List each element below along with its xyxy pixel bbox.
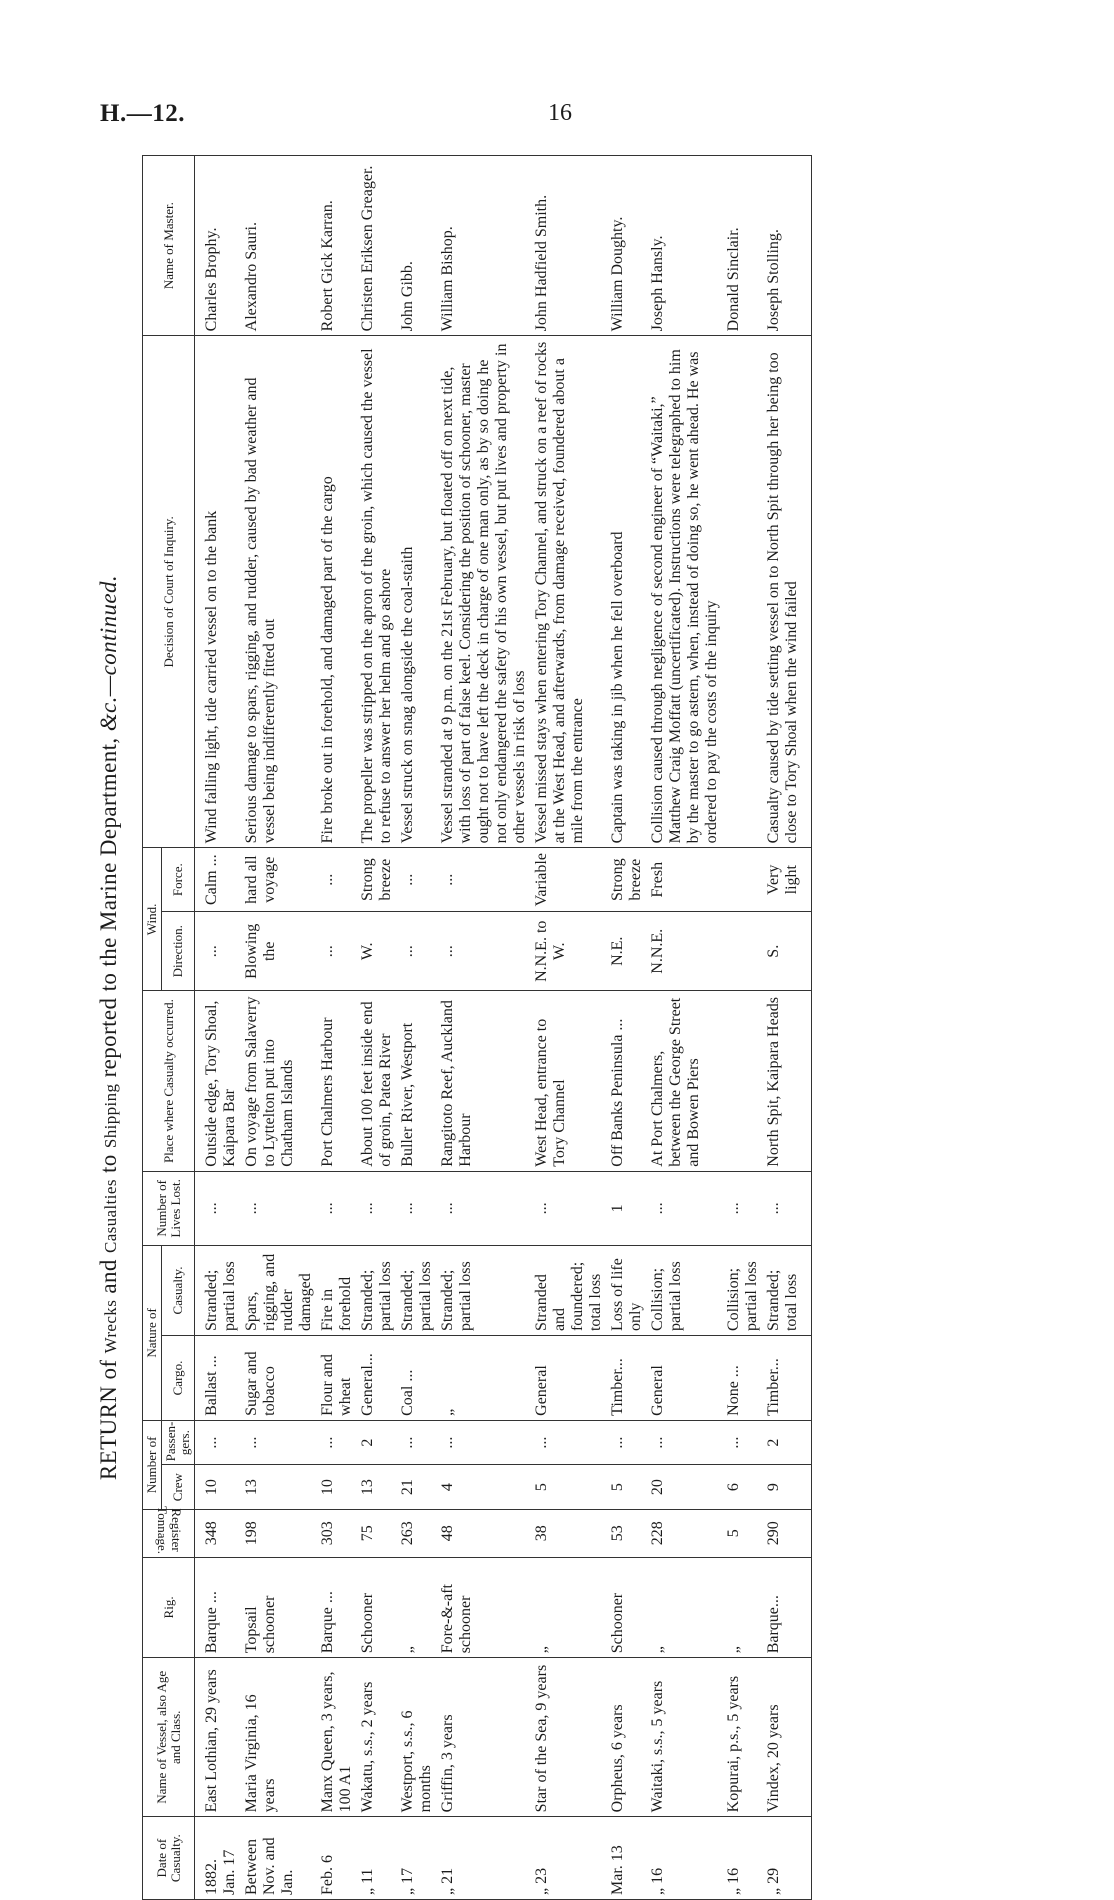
cell-casualty: Stranded; partial loss	[397, 1245, 437, 1335]
cell-date	[241, 1817, 317, 1900]
cell-force: Variable	[531, 848, 607, 912]
cell-passengers: ...	[437, 1420, 531, 1465]
cell-decision	[723, 336, 763, 848]
cell-rig: Fore-&-aft schooner	[437, 1557, 531, 1658]
table-row	[397, 156, 437, 1900]
cell-place: Port Chalmers Harbour	[317, 991, 357, 1171]
cell-lives-lost: ...	[357, 1171, 397, 1245]
cell-date-value: „ 29	[765, 1867, 782, 1895]
cell-date	[317, 1817, 357, 1900]
table-row	[531, 156, 607, 1900]
cell-master: William Bishop.	[437, 156, 531, 336]
cell-cargo: General	[531, 1336, 607, 1421]
cell-tonnage: 75	[357, 1509, 397, 1557]
cell-force: Calm ...	[195, 848, 242, 912]
cell-lives-lost: ...	[647, 1171, 723, 1245]
cell-rig: „	[397, 1557, 437, 1658]
cell-vessel: Kopurai, p.s., 5 years	[723, 1658, 763, 1817]
cell-casualty: Loss of life only	[607, 1245, 647, 1335]
cell-vessel: Wakatu, s.s., 2 years	[357, 1658, 397, 1817]
cell-date	[763, 1817, 812, 1900]
cell-date	[357, 1817, 397, 1900]
cell-vessel: Maria Virginia, 16 years	[241, 1658, 317, 1817]
cell-vessel: Manx Queen, 3 years, 100 A1	[317, 1658, 357, 1817]
cell-passengers: ...	[195, 1420, 242, 1465]
cell-direction: N.E.	[607, 912, 647, 992]
cell-crew: 5	[531, 1465, 607, 1510]
cell-casualty: Collision; partial loss	[647, 1245, 723, 1335]
cell-crew: 5	[607, 1465, 647, 1510]
cell-tonnage: 263	[397, 1509, 437, 1557]
cell-crew: 13	[241, 1465, 317, 1510]
header-crew: Crew	[162, 1465, 195, 1510]
header-tonnage-text: Register Tonnage.	[154, 1505, 184, 1554]
cell-master: Donald Sinclair.	[723, 156, 763, 336]
header-tonnage	[143, 1505, 195, 1557]
table-title	[96, 155, 122, 1900]
table-row	[357, 156, 397, 1900]
cell-force: Very light	[763, 848, 812, 912]
cell-lives-lost: 1	[607, 1171, 647, 1245]
cell-decision: Collision caused through negligence of second engineer of “Waitaki,” Matthew Craig Moffatt (uncertificated). Instructions were telegraphed to him by the master to go astern, when, instead of doing so, he went ahead. He was ordered to pay the costs of the inquiry	[647, 336, 723, 848]
cell-passengers: ...	[607, 1420, 647, 1465]
cell-vessel: Vindex, 20 years	[763, 1658, 812, 1817]
cell-cargo: None ...	[723, 1336, 763, 1421]
cell-force	[723, 848, 763, 912]
cell-date	[647, 1817, 723, 1900]
cell-force: Fresh	[647, 848, 723, 912]
cell-cargo: Timber...	[607, 1336, 647, 1421]
cell-vessel: Star of the Sea, 9 years	[531, 1658, 607, 1817]
cell-passengers: ...	[531, 1420, 607, 1465]
header-place: Place where Casualty occurred.	[143, 991, 195, 1171]
cell-crew: 4	[437, 1465, 531, 1510]
cell-rig: Barque ...	[317, 1557, 357, 1658]
cell-place: On voyage from Salaverry to Lyttelton put into Chatham Islands	[241, 991, 317, 1171]
cell-lives-lost: ...	[241, 1171, 317, 1245]
cell-tonnage: 5	[723, 1509, 763, 1557]
header-force: Force.	[162, 848, 195, 912]
cell-crew: 10	[317, 1465, 357, 1510]
page-number: 16	[548, 100, 572, 126]
cell-rig: „	[647, 1557, 723, 1658]
header-rig: Rig.	[143, 1557, 195, 1658]
cell-tonnage: 38	[531, 1509, 607, 1557]
cell-place: Rangitoto Reef, Auckland Harbour	[437, 991, 531, 1171]
cell-direction	[723, 912, 763, 992]
cell-tonnage: 53	[607, 1509, 647, 1557]
cell-lives-lost: ...	[437, 1171, 531, 1245]
cell-casualty: Stranded; partial loss	[437, 1245, 531, 1335]
cell-casualty: Stranded; total loss	[763, 1245, 812, 1335]
cell-casualty: Stranded; partial loss	[357, 1245, 397, 1335]
header-cargo: Cargo.	[162, 1336, 195, 1421]
cell-passengers: ...	[317, 1420, 357, 1465]
table-row	[195, 156, 242, 1900]
cell-master: Joseph Stolling.	[763, 156, 812, 336]
cell-tonnage: 48	[437, 1509, 531, 1557]
cell-cargo: Coal ...	[397, 1336, 437, 1421]
cell-force: ...	[317, 848, 357, 912]
cell-date	[723, 1817, 763, 1900]
cell-lives-lost: ...	[397, 1171, 437, 1245]
cell-decision: Vessel missed stays when entering Tory Channel, and struck on a reef of rocks at the West Head, and afterwards, from damage received, foundered about a mile from the entrance	[531, 336, 607, 848]
cell-date-value: „ 16	[725, 1867, 742, 1895]
cell-cargo: „	[437, 1336, 531, 1421]
cell-cargo: Timber...	[763, 1336, 812, 1421]
cell-master: John Hadfield Smith.	[531, 156, 607, 336]
cell-date-value: „ 21	[439, 1867, 456, 1895]
header-vessel: Name of Vessel, also Age and Class.	[143, 1658, 195, 1817]
cell-rig: Topsail schooner	[241, 1557, 317, 1658]
cell-date-value: Feb. 6	[319, 1855, 336, 1895]
cell-date	[437, 1817, 531, 1900]
cell-force: Strong breeze	[607, 848, 647, 912]
cell-rig: Schooner	[357, 1557, 397, 1658]
cell-cargo: General	[647, 1336, 723, 1421]
cell-direction: W.	[357, 912, 397, 992]
cell-tonnage: 198	[241, 1509, 317, 1557]
rotated-table-region	[90, 155, 1100, 1900]
table-body	[195, 156, 812, 1900]
cell-place	[723, 991, 763, 1171]
title-part-4: reported to the Marine Department,	[96, 731, 121, 1084]
cell-rig: Barque...	[763, 1557, 812, 1658]
header-date: Date of Casualty.	[143, 1817, 195, 1900]
cell-decision: Captain was taking in jib when he fell overboard	[607, 336, 647, 848]
cell-direction: N.N.E. to W.	[531, 912, 607, 992]
cell-decision: Wind falling light, tide carried vessel on to the bank	[195, 336, 242, 848]
cell-master: Joseph Hansly.	[647, 156, 723, 336]
cell-tonnage: 303	[317, 1509, 357, 1557]
header-lives-lost: Number of Lives Lost.	[143, 1171, 195, 1245]
cell-place: West Head, entrance to Tory Channel	[531, 991, 607, 1171]
cell-master: Alexandro Sauri.	[241, 156, 317, 336]
cell-master: John Gibb.	[397, 156, 437, 336]
header-casualty: Casualty.	[162, 1245, 195, 1335]
cell-force: ...	[397, 848, 437, 912]
cell-lives-lost: ...	[763, 1171, 812, 1245]
cell-decision: Vessel struck on snag alongside the coal-staith	[397, 336, 437, 848]
cell-passengers: ...	[723, 1420, 763, 1465]
cell-vessel: Waitaki, s.s., 5 years	[647, 1658, 723, 1817]
title-part-3: to	[96, 1148, 121, 1180]
header-wind: Wind.	[143, 848, 162, 991]
cell-passengers: ...	[397, 1420, 437, 1465]
cell-passengers: ...	[647, 1420, 723, 1465]
cell-decision: Vessel stranded at 9 p.m. on the 21st February, but floated off on next tide, with loss of part of false keel. Considering the position of schooner, master ought not to have left the deck in charge of one man only, as by so doing he not only endangered the safety of his own vessel, but put lives and property in other vessels in risk of loss	[437, 336, 531, 848]
cell-lives-lost: ...	[531, 1171, 607, 1245]
cell-master: Robert Gick Karran.	[317, 156, 357, 336]
table-row	[437, 156, 531, 1900]
cell-force: ...	[437, 848, 531, 912]
cell-rig: „	[723, 1557, 763, 1658]
cell-casualty: Collision; partial loss	[723, 1245, 763, 1335]
header-decision: Decision of Court of Inquiry.	[143, 336, 195, 848]
cell-vessel: Griffin, 3 years	[437, 1658, 531, 1817]
cell-vessel: East Lothian, 29 years	[195, 1658, 242, 1817]
cell-tonnage: 228	[647, 1509, 723, 1557]
cell-crew: 9	[763, 1465, 812, 1510]
cell-date-value: Mar. 13	[609, 1845, 626, 1895]
cell-date	[607, 1817, 647, 1900]
cell-lives-lost: ...	[195, 1171, 242, 1245]
cell-date-value: „ 11	[359, 1868, 376, 1895]
cell-rig: Schooner	[607, 1557, 647, 1658]
cell-force: Strong breeze	[357, 848, 397, 912]
cell-tonnage: 348	[195, 1509, 242, 1557]
cell-passengers: ...	[241, 1420, 317, 1465]
cell-crew: 13	[357, 1465, 397, 1510]
cell-casualty: Stranded and foundered; total loss	[531, 1245, 607, 1335]
header-direction: Direction.	[162, 912, 195, 992]
cell-lives-lost: ...	[317, 1171, 357, 1245]
cell-master: Christen Eriksen Greager.	[357, 156, 397, 336]
cell-date-value: „ 23	[533, 1867, 550, 1895]
cell-lives-lost: ...	[723, 1171, 763, 1245]
table-row	[317, 156, 357, 1900]
cell-date	[397, 1817, 437, 1900]
cell-cargo: General...	[357, 1336, 397, 1421]
cell-vessel: Orpheus, 6 years	[607, 1658, 647, 1817]
cell-place: At Port Chalmers, between the George Street and Bowen Piers	[647, 991, 723, 1171]
table-row	[723, 156, 763, 1900]
cell-direction: N.N.E.	[647, 912, 723, 992]
cell-decision: Casualty caused by tide setting vessel on to North Spit through her being too close to Tory Shoal when the wind failed	[763, 336, 812, 848]
cell-master: Charles Brophy.	[195, 156, 242, 336]
header-passengers: Passen-gers.	[162, 1420, 195, 1465]
cell-decision: Serious damage to spars, rigging, and rudder, caused by bad weather and vessel being indifferently fitted out	[241, 336, 317, 848]
cell-cargo: Sugar and tobacco	[241, 1336, 317, 1421]
cell-rig: „	[531, 1557, 607, 1658]
header-nature-of: Nature of	[143, 1245, 162, 1420]
table-row	[241, 156, 317, 1900]
cell-direction: ...	[195, 912, 242, 992]
cell-direction: ...	[437, 912, 531, 992]
landscape-sheet	[90, 155, 1100, 1900]
cell-rig: Barque ...	[195, 1557, 242, 1658]
cell-cargo: Flour and wheat	[317, 1336, 357, 1421]
cell-direction: Blowing the	[241, 912, 317, 992]
cell-decision: The propeller was stripped on the apron of the groin, which caused the vessel to refuse to answer her helm and go ashore	[357, 336, 397, 848]
table-row	[763, 156, 812, 1900]
cell-place: Outside edge, Tory Shoal, Kaipara Bar	[195, 991, 242, 1171]
cell-casualty: Fire in forehold	[317, 1245, 357, 1335]
title-word-casualties: Casualties	[101, 1179, 120, 1254]
cell-crew: 21	[397, 1465, 437, 1510]
cell-place: About 100 feet inside end of groin, Patea River	[357, 991, 397, 1171]
title-part-1: RETURN of	[96, 1353, 121, 1481]
header-master: Name of Master.	[143, 156, 195, 336]
cell-year: 1882.	[203, 1859, 220, 1895]
cell-force: hard all voyage	[241, 848, 317, 912]
cell-decision: Fire broke out in forehold, and damaged part of the cargo	[317, 336, 357, 848]
title-word-wrecks: Wrecks	[101, 1299, 120, 1354]
cell-place: Off Banks Peninsula ...	[607, 991, 647, 1171]
cell-crew: 20	[647, 1465, 723, 1510]
cell-date-value: „ 16	[649, 1867, 666, 1895]
cell-passengers: 2	[357, 1420, 397, 1465]
cell-tonnage: 290	[763, 1509, 812, 1557]
title-part-2: and	[96, 1253, 121, 1300]
table-row	[607, 156, 647, 1900]
cell-direction: S.	[763, 912, 812, 992]
cell-date-value: Jan. 17	[221, 1849, 238, 1895]
cell-place: Buller River, Westport	[397, 991, 437, 1171]
cell-casualty: Spars, rigging, and rudder damaged	[241, 1245, 317, 1335]
casualty-table	[142, 155, 812, 1900]
cell-passengers: 2	[763, 1420, 812, 1465]
title-word-shipping: Shipping	[101, 1083, 120, 1149]
cell-crew: 10	[195, 1465, 242, 1510]
cell-vessel: Westport, s.s., 6 months	[397, 1658, 437, 1817]
cell-crew: 6	[723, 1465, 763, 1510]
cell-place: North Spit, Kaipara Heads	[763, 991, 812, 1171]
table-row	[647, 156, 723, 1900]
cell-direction: ...	[397, 912, 437, 992]
cell-cargo: Ballast ...	[195, 1336, 242, 1421]
cell-date-value: Between Nov. and Jan.	[243, 1837, 296, 1895]
cell-date	[531, 1817, 607, 1900]
cell-direction: ...	[317, 912, 357, 992]
title-continued: &c.—continued.	[96, 574, 121, 732]
header-number-of: Number of	[143, 1420, 162, 1509]
page-id: H.—12.	[100, 100, 185, 127]
cell-date-value: „ 17	[399, 1867, 416, 1895]
cell-master: William Doughty.	[607, 156, 647, 336]
cell-date	[195, 1817, 242, 1900]
cell-casualty: Stranded; partial loss	[195, 1245, 242, 1335]
